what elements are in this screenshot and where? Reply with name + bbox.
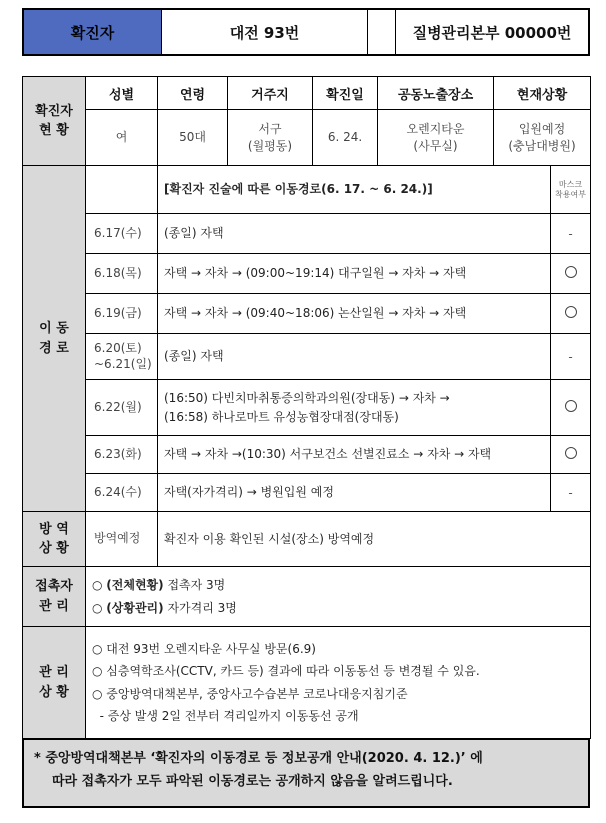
management-line: ○ 대전 93번 오렌지타운 사무실 방문(6.9) <box>92 642 316 657</box>
case-number: 대전 93번 <box>162 10 368 54</box>
route-date: 6.19(금) <box>86 294 158 334</box>
header-spacer <box>368 10 396 54</box>
circle-icon <box>565 400 577 412</box>
mask-mark <box>551 294 591 334</box>
col-sex-header: 성별 <box>86 77 158 110</box>
status-section-label: 확진자 현 황 <box>23 77 86 166</box>
contacts-section-label: 접촉자 관 리 <box>23 567 86 627</box>
circle-icon <box>565 447 577 459</box>
route-date: 6.24(수) <box>86 474 158 512</box>
circle-icon <box>565 306 577 318</box>
mask-mark: - <box>551 214 591 254</box>
circle-icon <box>565 266 577 278</box>
confirmed-date-value: 6. 24. <box>313 110 378 166</box>
route-heading: [확진자 진술에 따른 이동경로(6. 17. ~ 6. 24.)] <box>158 166 551 214</box>
contacts-text: ○ (전체현황) 접촉자 3명 ○ (상황관리) 자가격리 3명 <box>86 567 591 627</box>
route-section-label: 이 동 경 로 <box>23 166 86 512</box>
route-desc: (16:50) 다빈치마취통증의학과의원(장대동) → 자차 → (16:58) 하나로마트 유성농협장대점(장대동) <box>158 380 551 436</box>
route-date: 6.20(토) ~6.21(일) <box>86 334 158 380</box>
residence-value: 서구 (월평동) <box>228 110 313 166</box>
col-residence-header: 거주지 <box>228 77 313 110</box>
kcdc-number: 질병관리본부 00000번 <box>412 23 572 42</box>
route-date: 6.17(수) <box>86 214 158 254</box>
header-label: 확진자 <box>24 10 162 54</box>
management-line: ○ 심층역학조사(CCTV, 카드 등) 결과에 따라 이동동선 등 변경될 수 있음. <box>92 664 480 679</box>
management-line: ○ 중앙방역대책본부, 중앙사고수습본부 코로나대응지침기준 <box>92 686 408 701</box>
management-section-label: 관 리 상 황 <box>23 627 86 739</box>
route-date: 6.23(화) <box>86 436 158 474</box>
notice-line-2: 따라 접촉자가 모두 파악된 이동경로는 공개하지 않음을 알려드립니다. <box>52 773 453 789</box>
mask-mark: - <box>551 474 591 512</box>
route-desc: 자택(자가격리) → 병원입원 예정 <box>158 474 551 512</box>
mask-header: 마스크 착용여부 <box>551 166 591 214</box>
sex-value: 여 <box>86 110 158 166</box>
route-desc: (종일) 자택 <box>158 334 551 380</box>
route-date: 6.18(목) <box>86 254 158 294</box>
current-status-value: 입원예정 (충남대병원) <box>494 110 591 166</box>
route-desc: (종일) 자택 <box>158 214 551 254</box>
disclosure-notice <box>22 738 590 808</box>
col-confirmed-header: 확진일 <box>313 77 378 110</box>
mask-mark <box>551 380 591 436</box>
management-text <box>86 627 591 739</box>
case-info-table <box>22 76 591 739</box>
management-line: - 증상 발생 2일 전부터 격리일까지 이동동선 공개 <box>92 708 359 723</box>
col-age-header: 연령 <box>158 77 228 110</box>
disinfection-status: 방역예정 <box>86 512 158 567</box>
mask-mark <box>551 436 591 474</box>
age-value: 50대 <box>158 110 228 166</box>
route-desc: 자택 → 자차 → (09:00~19:14) 대구일원 → 자차 → 자택 <box>158 254 551 294</box>
route-date: 6.22(월) <box>86 380 158 436</box>
disinfection-section-label: 방 역 상 황 <box>23 512 86 567</box>
col-exposure-header: 공동노출장소 <box>378 77 494 110</box>
col-current-header: 현재상황 <box>494 77 591 110</box>
route-desc: 자택 → 자차 → (09:40~18:06) 논산일원 → 자차 → 자택 <box>158 294 551 334</box>
mask-mark: - <box>551 334 591 380</box>
exposure-place-value: 오렌지타운 (사무실) <box>378 110 494 166</box>
disinfection-text: 확진자 이용 확인된 시설(장소) 방역예정 <box>158 512 591 567</box>
notice-line-1: * 중앙방역대책본부 ‘확진자의 이동경로 등 정보공개 안내(2020. 4. 12.)’ 에 <box>34 751 483 766</box>
route-desc: 자택 → 자차 →(10:30) 서구보건소 선별진료소 → 자차 → 자택 <box>158 436 551 474</box>
mask-mark <box>551 254 591 294</box>
case-header <box>22 8 590 56</box>
